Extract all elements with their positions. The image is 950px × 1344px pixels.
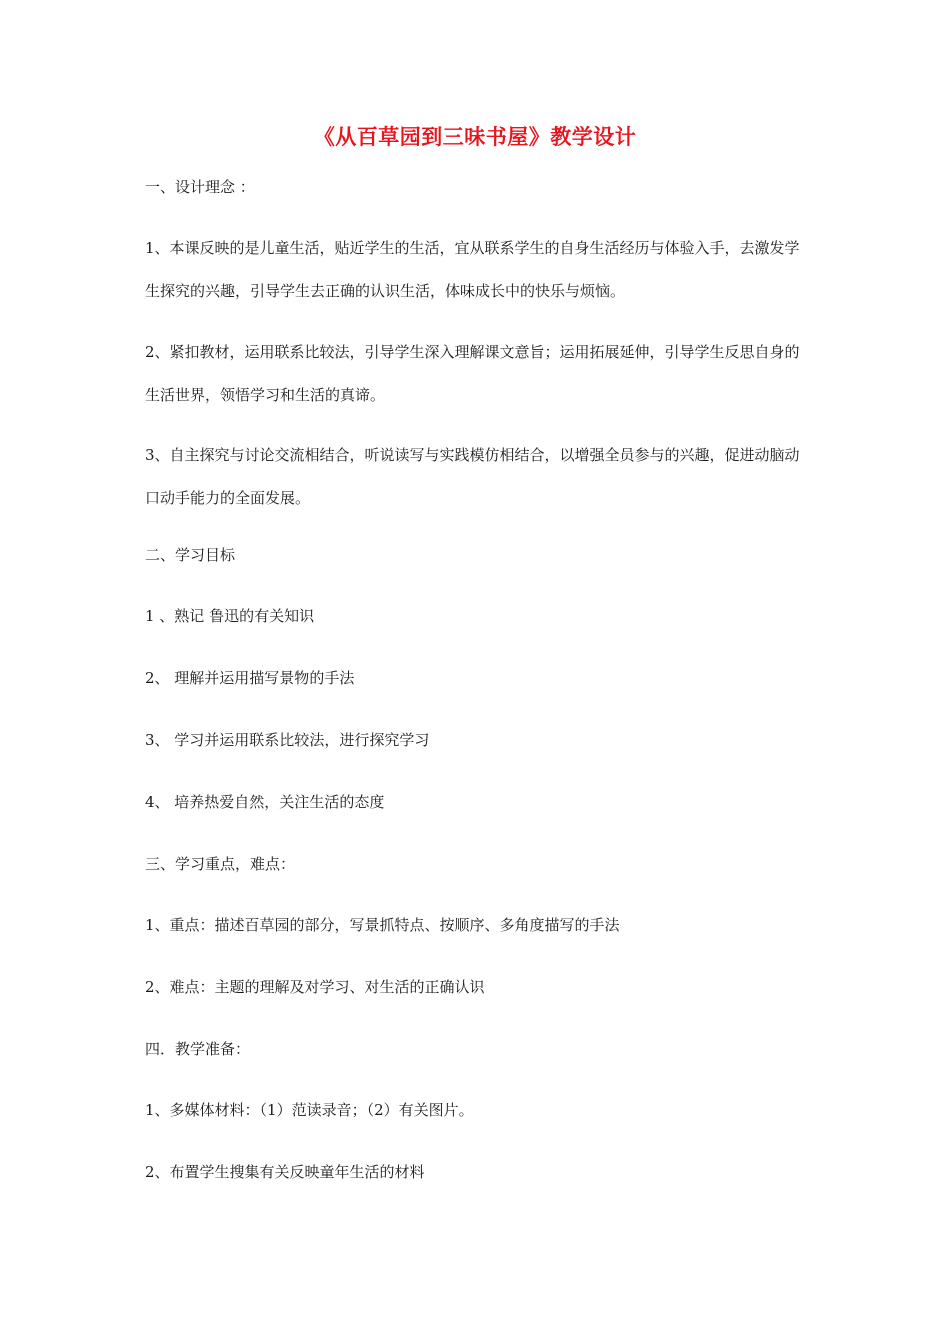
section-heading-learning-goals: 二、学习目标 [145, 546, 236, 564]
document-title: 《从百草园到三味书屋》教学设计 [313, 125, 637, 149]
section-heading-design-concept: 一、设计理念 ： [145, 178, 255, 196]
goal-item-2: 2、 理解并运用描写景物的手法 [145, 669, 355, 687]
section-heading-key-points: 三、学习重点，难点： [145, 855, 296, 873]
section-heading-preparation: 四．教学准备： [145, 1040, 251, 1058]
goal-item-3: 3、 学习并运用联系比较法，进行探究学习 [145, 731, 430, 749]
goal-item-1: 1 、熟记 鲁迅的有关知识 [145, 607, 315, 625]
paragraph-concept-2: 2、紧扣教材，运用联系比较法，引导学生深入理解课文意旨；运用拓展延伸，引导学生反思自身的生活世界，领悟学习和生活的真谛。 [145, 343, 800, 404]
key-point-item-2: 2、难点：主题的理解及对学习、对生活的正确认识 [145, 978, 485, 996]
preparation-item-1: 1、多媒体材料：（1）范读录音；（2）有关图片。 [145, 1101, 474, 1119]
paragraph-concept-1: 1、本课反映的是儿童生活，贴近学生的生活，宜从联系学生的自身生活经历与体验入手，去激发学生探究的兴趣，引导学生去正确的认识生活，体味成长中的快乐与烦恼。 [145, 239, 800, 300]
preparation-item-2: 2、布置学生搜集有关反映童年生活的材料 [145, 1163, 425, 1181]
key-point-item-1: 1、重点：描述百草园的部分，写景抓特点、按顺序、多角度描写的手法 [145, 916, 620, 934]
goal-item-4: 4、 培养热爱自然，关注生活的态度 [145, 793, 385, 811]
paragraph-concept-3: 3、自主探究与讨论交流相结合，听说读写与实践模仿相结合，以增强全员参与的兴趣，促进动脑动口动手能力的全面发展。 [145, 446, 800, 507]
